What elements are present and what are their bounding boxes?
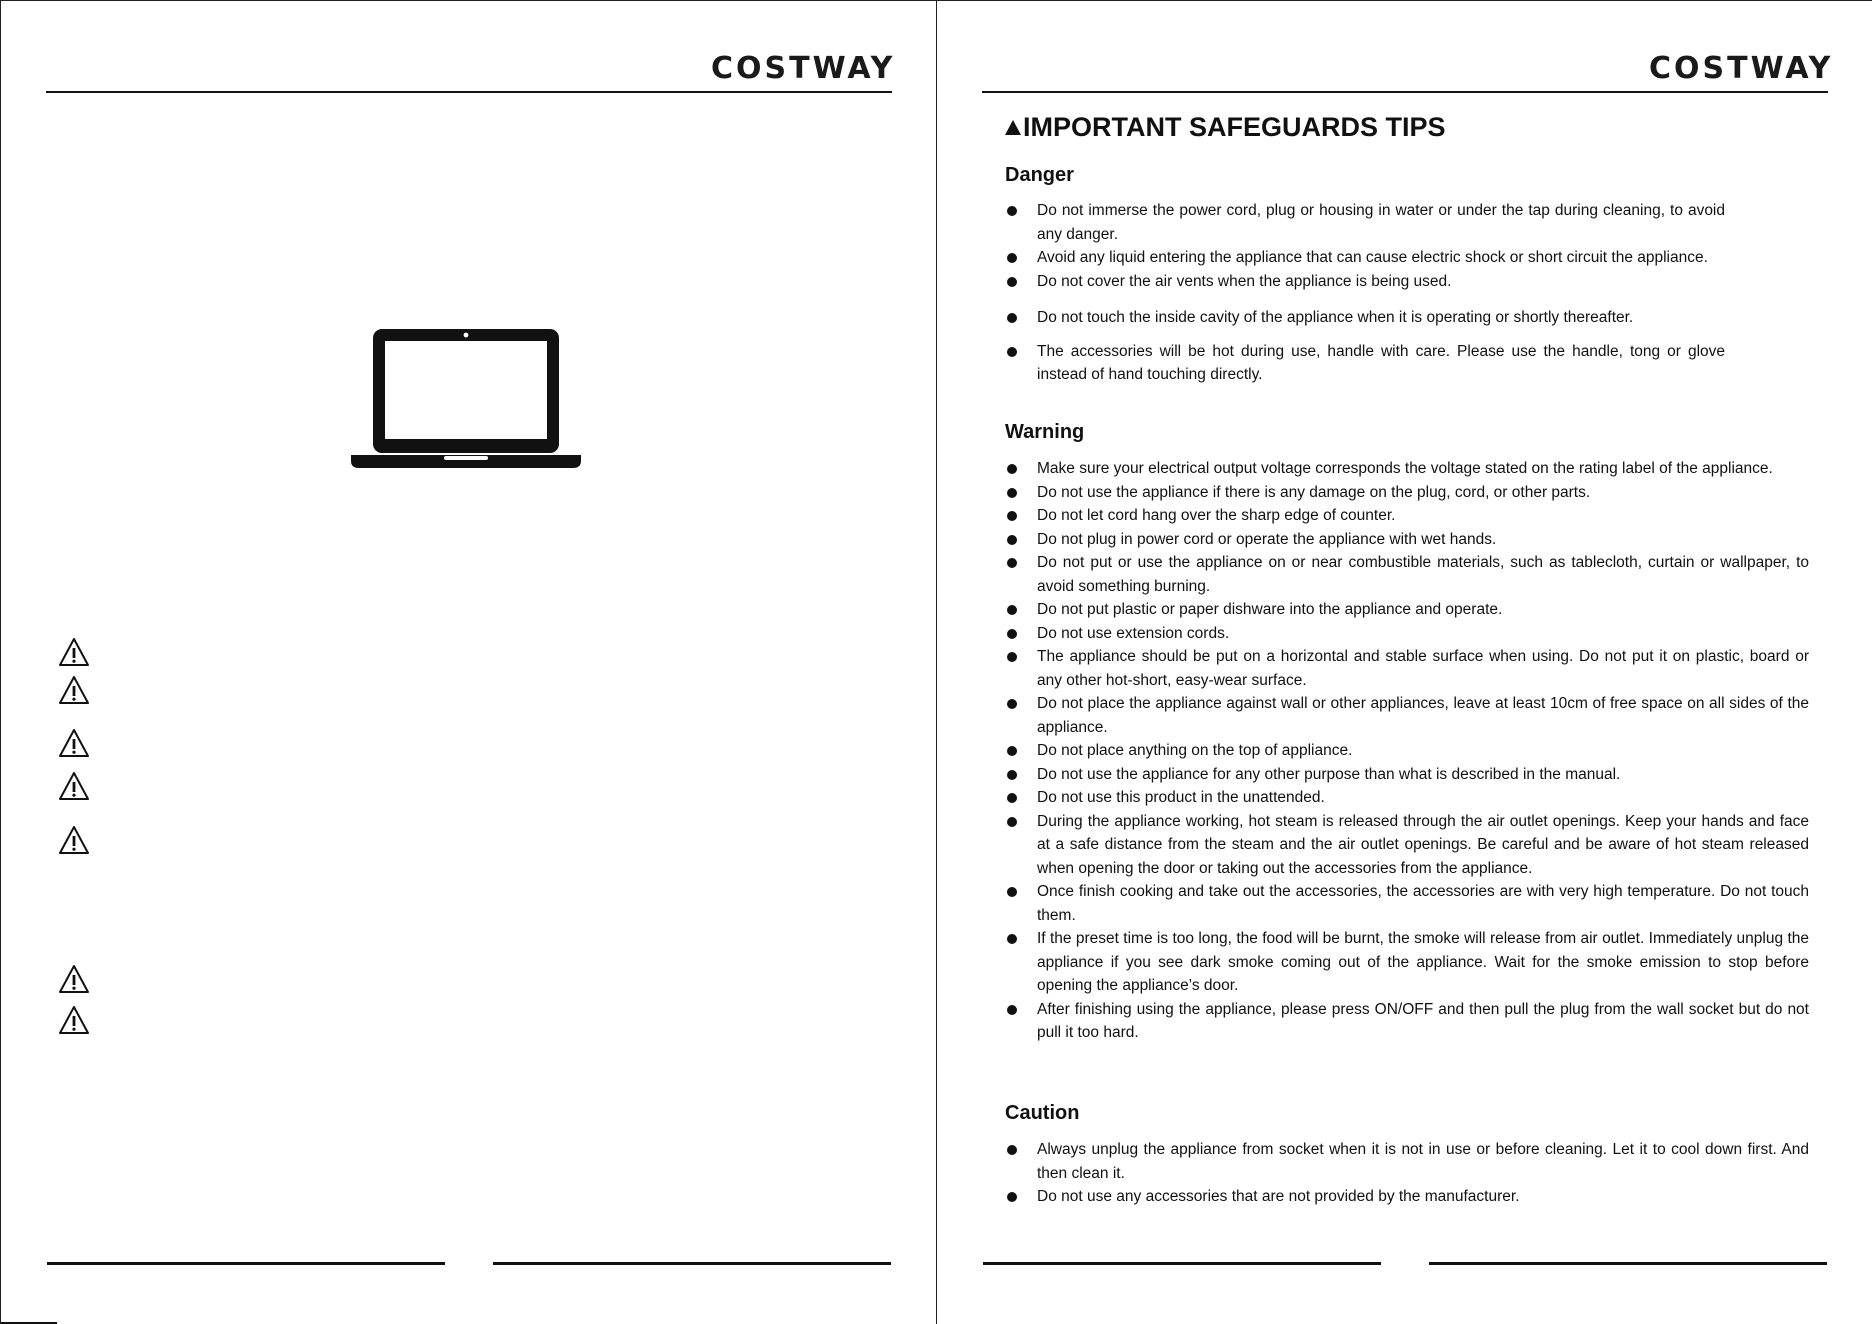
brand-logo: COSTWAY (1649, 51, 1834, 86)
list-item: Do not touch the inside cavity of the appliance when it is operating or shortly thereafter. (1005, 306, 1725, 330)
list-item: Do not plug in power cord or operate the appliance with wet hands. (1005, 528, 1809, 552)
warning-triangle-icon (58, 964, 90, 994)
list-item: If the preset time is too long, the food will be burnt, the smoke will release from air outlet. Immediately unplug the appliance if you see dark smoke coming out of the appliance. Wait for the smoke emission to stop before opening the appliance’s door. (1005, 927, 1809, 998)
list-item: Do not immerse the power cord, plug or housing in water or under the tap during cleaning, to avoid any danger. (1005, 199, 1725, 246)
right-page (936, 0, 1872, 1324)
list-item: Do not place the appliance against wall or other appliances, leave at least 10cm of free space on all sides of the appliance. (1005, 692, 1809, 739)
list-item: During the appliance working, hot steam is released through the air outlet openings. Keep your hands and face at a safe distance from the steam and the air outlet openings. Be careful and be aware of hot steam released when opening the door or taking out the accessories from the appliance. (1005, 810, 1809, 881)
list-item: Do not use extension cords. (1005, 622, 1809, 646)
list-item: Always unplug the appliance from socket when it is not in use or before cleaning. Let it to cool down first. And then clean it. (1005, 1138, 1809, 1185)
warning-triangle-icon (58, 771, 90, 801)
list-item: Once finish cooking and take out the accessories, the accessories are with very high temperature. Do not touch them. (1005, 880, 1809, 927)
warning-triangle-icon (1005, 120, 1021, 135)
header-rule (982, 91, 1828, 93)
footer-rule-right (1429, 1262, 1827, 1265)
list-item: The appliance should be put on a horizontal and stable surface when using. Do not put it on plastic, board or any other hot-short, easy-wear surface. (1005, 645, 1809, 692)
warning-triangle-icon (58, 1005, 90, 1035)
list-item: Do not cover the air vents when the appliance is being used. (1005, 270, 1725, 294)
list-item: The accessories will be hot during use, handle with care. Please use the handle, tong or glove instead of hand touching directly. (1005, 340, 1725, 387)
list-item: Do not use this product in the unattended. (1005, 786, 1809, 810)
list-item: Do not put plastic or paper dishware into the appliance and operate. (1005, 598, 1809, 622)
warning-triangle-icon (58, 728, 90, 758)
section-heading-caution: Caution (1005, 1102, 1080, 1124)
list-item: Do not place anything on the top of appliance. (1005, 739, 1809, 763)
warning-triangle-icon (58, 675, 90, 705)
warning-list (1005, 457, 1809, 1045)
brand-logo: COSTWAY (711, 51, 896, 86)
footer-rule-right (493, 1262, 891, 1265)
warning-triangle-icon (58, 825, 90, 855)
laptop-icon (351, 327, 581, 471)
list-item: After finishing using the appliance, please press ON/OFF and then pull the plug from the wall socket but do not pull it too hard. (1005, 998, 1809, 1045)
list-item: Do not use any accessories that are not provided by the manufacturer. (1005, 1185, 1809, 1209)
list-item: Avoid any liquid entering the appliance that can cause electric shock or short circuit the appliance. (1005, 246, 1725, 270)
footer-rule-left (983, 1262, 1381, 1265)
list-item: Do not use the appliance for any other purpose than what is described in the manual. (1005, 763, 1809, 787)
danger-list (1005, 199, 1725, 387)
list-item: Do not let cord hang over the sharp edge of counter. (1005, 504, 1809, 528)
list-item: Do not put or use the appliance on or near combustible materials, such as tablecloth, curtain or wallpaper, to avoid something burning. (1005, 551, 1809, 598)
caution-list (1005, 1138, 1809, 1209)
section-heading-danger: Danger (1005, 164, 1074, 186)
list-item: Make sure your electrical output voltage corresponds the voltage stated on the rating label of the appliance. (1005, 457, 1809, 481)
page-title (1005, 112, 1446, 143)
footer-rule-left (47, 1262, 445, 1265)
section-heading-warning: Warning (1005, 421, 1085, 443)
header-rule (46, 91, 892, 93)
page-title-text: IMPORTANT SAFEGUARDS TIPS (1023, 112, 1446, 142)
list-item: Do not use the appliance if there is any damage on the plug, cord, or other parts. (1005, 481, 1809, 505)
warning-triangle-icon (58, 637, 90, 667)
